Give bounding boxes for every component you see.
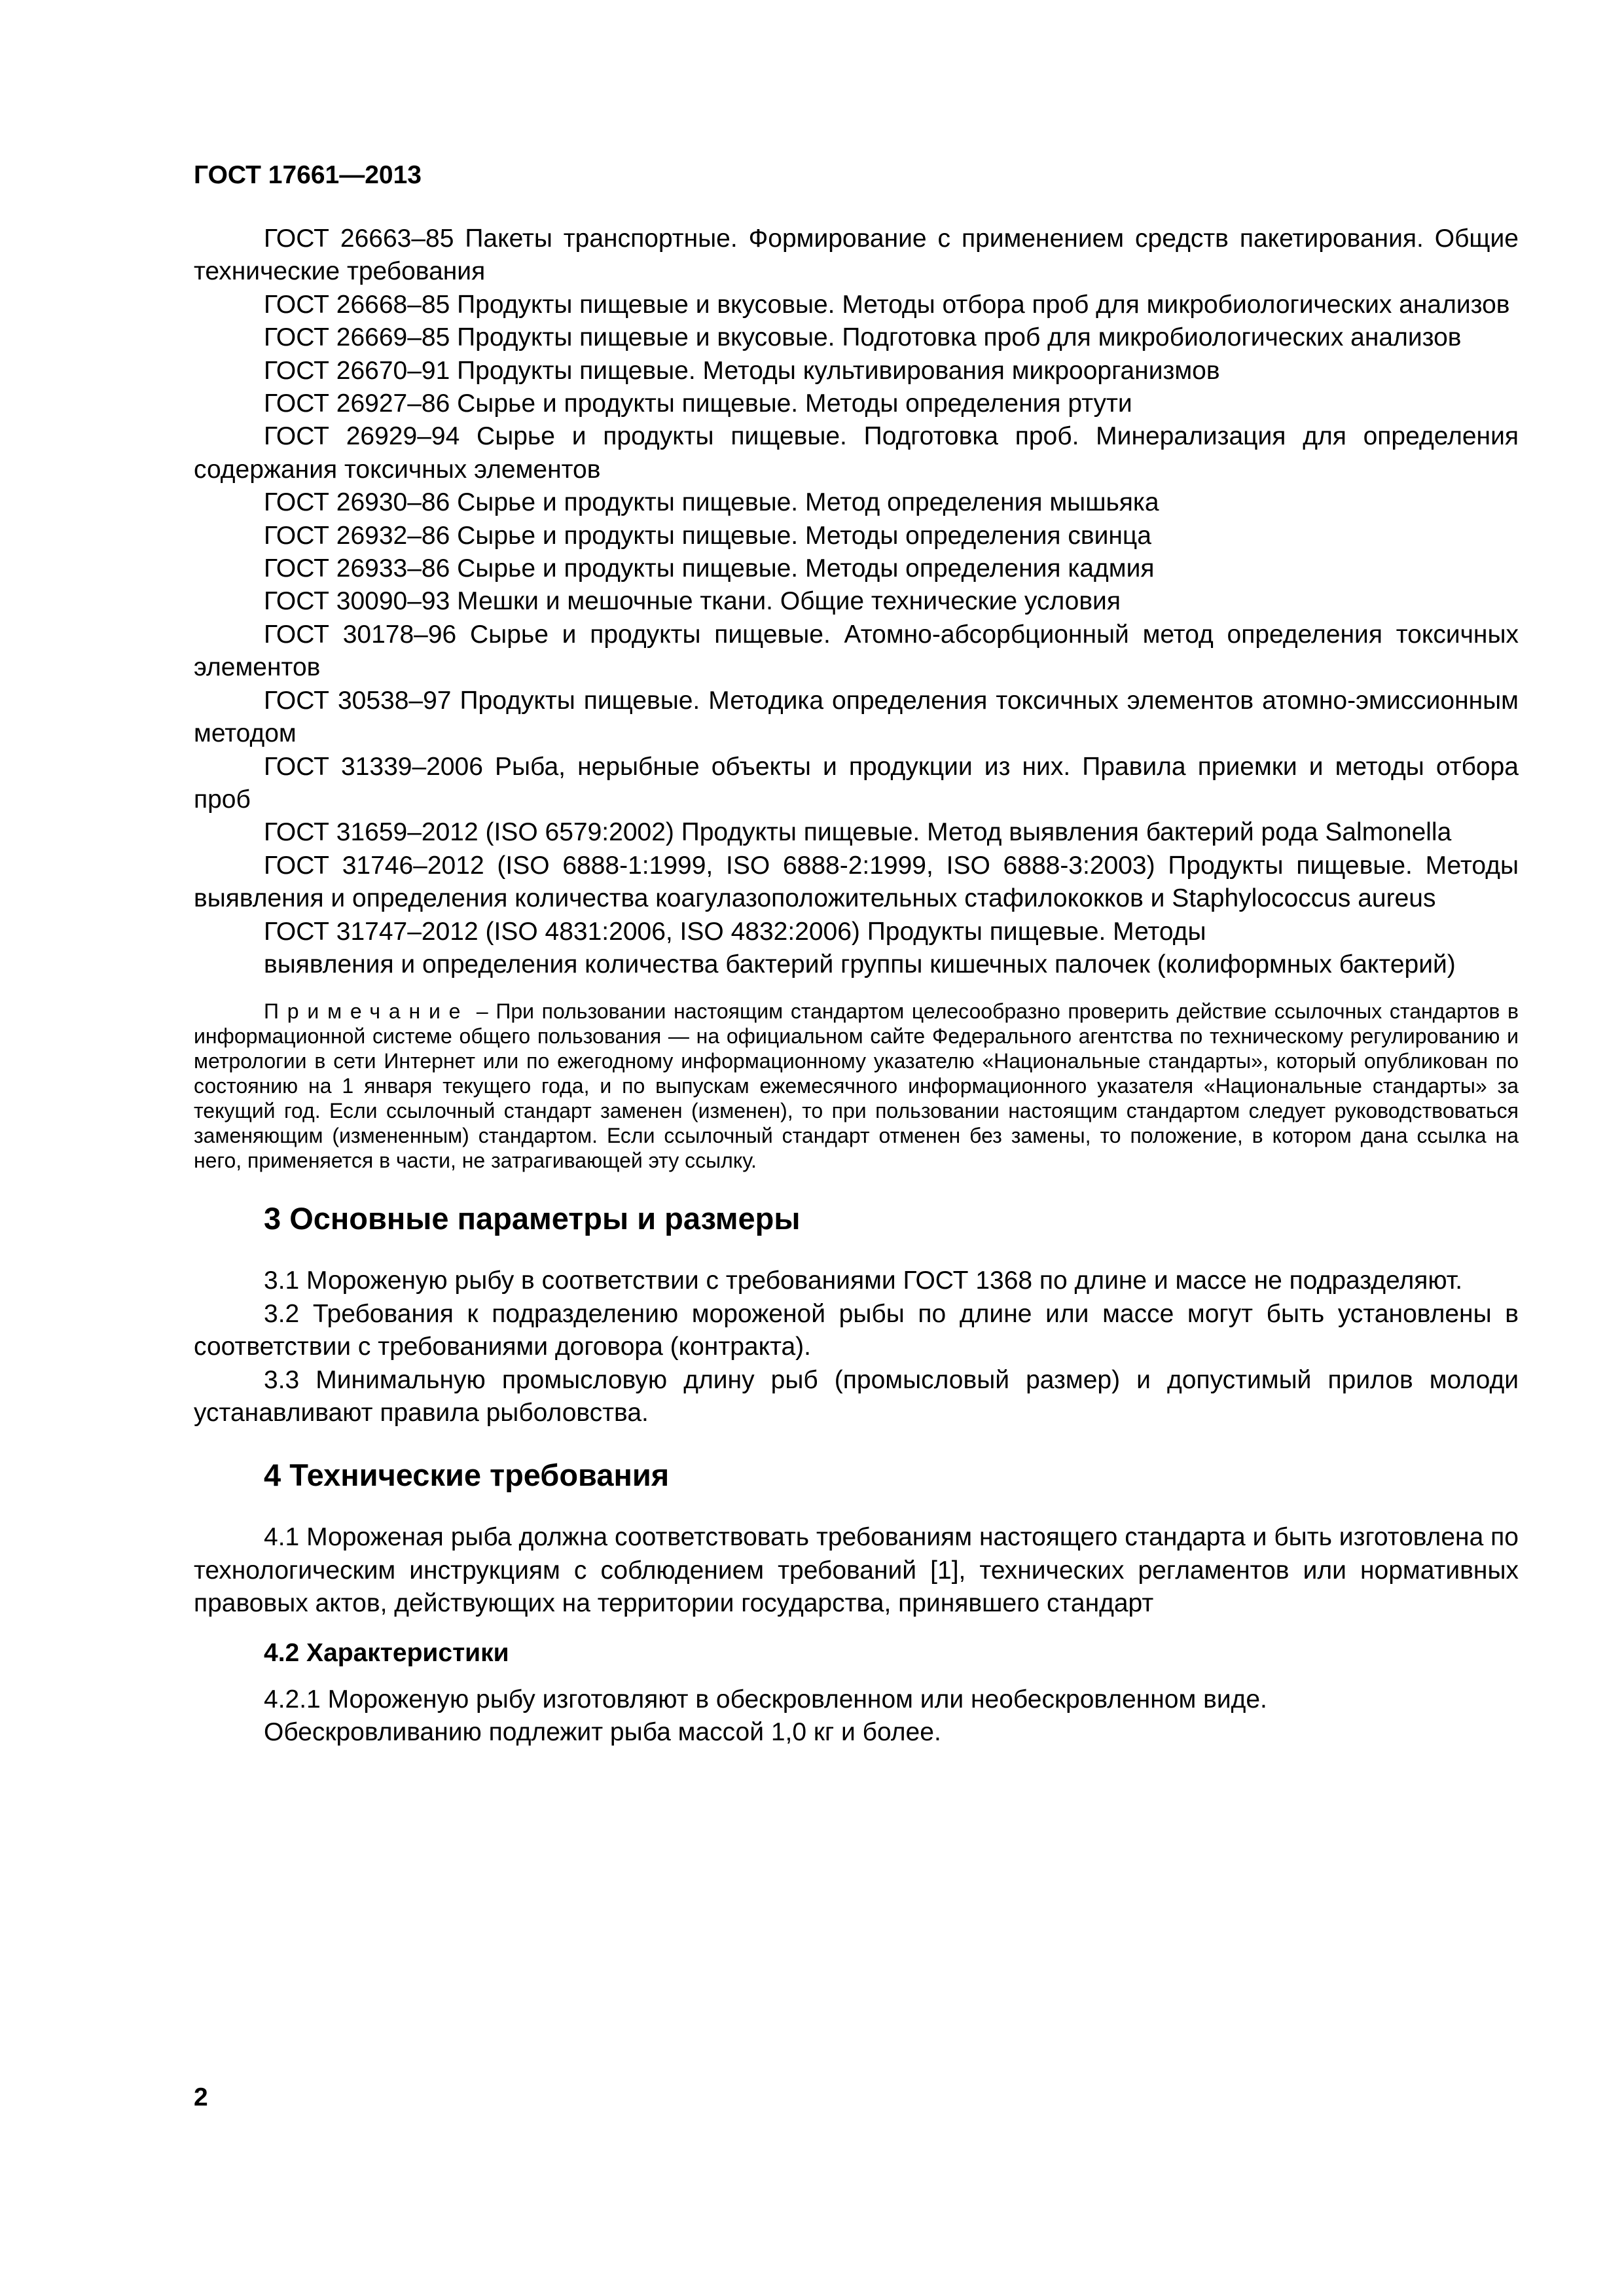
paragraph-3-1: 3.1 Мороженую рыбу в соответствии с требованиями ГОСТ 1368 по длине и массе не подразделяют. [264, 1266, 1463, 1295]
reference-item: ГОСТ 26932–86 Сырье и продукты пищевые. Методы определения свинца [264, 521, 1151, 550]
reference-item: ГОСТ 26663–85 Пакеты транспортные. Формирование с применением средств пакетирования. Общие технические требования [194, 224, 1519, 286]
reference-item: ГОСТ 26927–86 Сырье и продукты пищевые. Методы определения ртути [264, 389, 1132, 418]
reference-item: ГОСТ 31659–2012 (ISO 6579:2002) Продукты пищевые. Метод выявления бактерий рода Salmonella [264, 818, 1452, 847]
page-number: 2 [194, 2083, 208, 2111]
reference-item: ГОСТ 26933–86 Сырье и продукты пищевые. Методы определения кадмия [264, 554, 1155, 583]
note-label: Примечание [264, 999, 469, 1024]
paragraph-4-2-1-continuation: Обескровливанию подлежит рыба массой 1,0 кг и более. [264, 1718, 941, 1746]
paragraph-4-2-1: 4.2.1 Мороженую рыбу изготовляют в обескровленном или необескровленном виде. [264, 1685, 1267, 1713]
document-body [194, 223, 1519, 1749]
note-text: – При пользовании настоящим стандартом целесообразно проверить действие ссылочных стандартов в информационной системе общего пользования — на официальном сайте Федерального агентства по техническому регулированию и метрологии в сети Интернет или по ежегодному информационному указателю «Национальные стандарты», который опубликован по состоянию на 1 января текущего года, и по выпускам ежемесячного информационного указателя «Национальные стандарты» за текущий год. Если ссылочный стандарт заменен (изменен), то при пользовании настоящим стандартом следует руководствоваться заменяющим (измененным) стандартом. Если ссылочный стандарт отменен без замены, то положение, в котором дана ссылка на него, применяется в части, не затрагивающей эту ссылку. [194, 999, 1519, 1173]
paragraph-3-2: 3.2 Требования к подразделению мороженой рыбы по длине или массе могут быть установлены в соответствии с требованиями договора (контракта). [194, 1299, 1519, 1361]
reference-item: ГОСТ 30090–93 Мешки и мешочные ткани. Общие технические условия [264, 587, 1121, 616]
reference-item: ГОСТ 26930–86 Сырье и продукты пищевые. Метод определения мышьяка [264, 488, 1159, 517]
reference-item-continuation: выявления и определения количества бактерий группы кишечных палочек (колиформных бактерий) [264, 950, 1456, 978]
reference-item: ГОСТ 26669–85 Продукты пищевые и вкусовые. Подготовка проб для микробиологических анализов [264, 323, 1462, 352]
reference-item: ГОСТ 31747–2012 (ISO 4831:2006, ISO 4832:2006) Продукты пищевые. Методы [264, 917, 1206, 946]
paragraph-3-3: 3.3 Минимальную промысловую длину рыб (промысловый размер) и допустимый прилов молоди устанавливают правила рыболовства. [194, 1365, 1519, 1427]
reference-item: ГОСТ 26668–85 Продукты пищевые и вкусовые. Методы отбора проб для микробиологических анализов [264, 290, 1510, 319]
section-4-heading: 4 Технические требования [264, 1458, 670, 1493]
reference-item: ГОСТ 31746–2012 (ISO 6888-1:1999, ISO 6888-2:1999, ISO 6888-3:2003) Продукты пищевые. Методы выявления и определения количества коагулазоположительных стафилококков и Staphylococcus aureus [194, 851, 1519, 913]
section-3-heading: 3 Основные параметры и размеры [264, 1201, 801, 1236]
note [194, 999, 1519, 1173]
reference-item: ГОСТ 26670–91 Продукты пищевые. Методы культивирования микроорганизмов [264, 356, 1220, 385]
subsection-4-2-heading: 4.2 Характеристики [264, 1638, 509, 1667]
reference-item: ГОСТ 30178–96 Сырье и продукты пищевые. Атомно-абсорбционный метод определения токсичных элементов [194, 620, 1519, 682]
reference-item: ГОСТ 30538–97 Продукты пищевые. Методика определения токсичных элементов атомно-эмиссионным методом [194, 686, 1519, 748]
normative-references-list [194, 223, 1519, 981]
reference-item: ГОСТ 26929–94 Сырье и продукты пищевые. Подготовка проб. Минерализация для определения содержания токсичных элементов [194, 422, 1519, 484]
paragraph-4-1: 4.1 Мороженая рыба должна соответствовать требованиям настоящего стандарта и быть изготовлена по технологическим инструкциям с соблюдением требований [1], технических регламентов или нормативных правовых актов, действующих на территории государства, принявшего стандарт [194, 1523, 1519, 1618]
page-header: ГОСТ 17661—2013 [194, 161, 422, 189]
reference-item: ГОСТ 31339–2006 Рыба, нерыбные объекты и продукции из них. Правила приемки и методы отбора проб [194, 752, 1519, 814]
